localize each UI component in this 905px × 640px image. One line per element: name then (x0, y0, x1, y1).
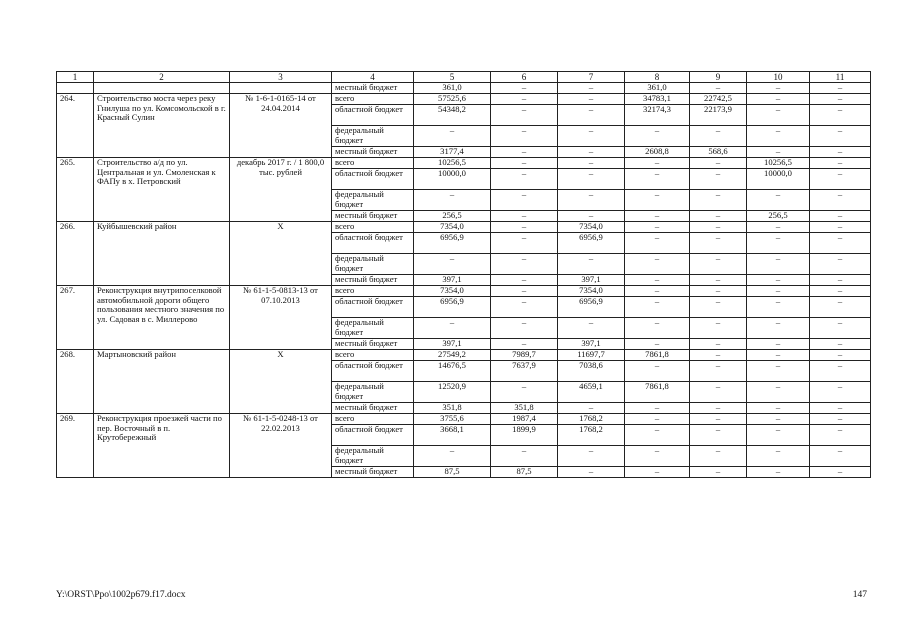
funding-source-label: федеральный бюджет (332, 190, 414, 211)
amount-cell: 361,0 (414, 83, 491, 94)
project-name: Строительство моста через реку Гнилуша по ул. Комсомольской в г. Красный Сулин (94, 94, 230, 158)
amount-cell: 6956,9 (414, 297, 491, 318)
amount-cell: – (491, 147, 558, 158)
amount-cell: 87,5 (491, 467, 558, 478)
funding-source-label: всего (332, 414, 414, 425)
amount-cell: – (558, 83, 625, 94)
funding-source-label: местный бюджет (332, 83, 414, 94)
amount-cell: – (491, 233, 558, 254)
funding-source-label: федеральный бюджет (332, 446, 414, 467)
amount-cell: – (690, 361, 747, 382)
amount-cell: – (625, 403, 690, 414)
amount-cell: 397,1 (558, 339, 625, 350)
column-number-header: 7 (558, 72, 625, 83)
amount-cell: – (558, 403, 625, 414)
amount-cell: – (690, 169, 747, 190)
amount-cell: – (491, 83, 558, 94)
amount-cell: – (625, 254, 690, 275)
amount-cell: – (690, 222, 747, 233)
amount-cell: 7354,0 (558, 286, 625, 297)
funding-source-label: местный бюджет (332, 147, 414, 158)
column-number-header: 10 (747, 72, 810, 83)
amount-cell: – (747, 190, 810, 211)
amount-cell: – (690, 211, 747, 222)
amount-cell: – (810, 105, 871, 126)
empty-cell (230, 83, 332, 94)
amount-cell: 6956,9 (558, 233, 625, 254)
amount-cell: – (690, 286, 747, 297)
amount-cell: – (491, 339, 558, 350)
amount-cell: – (747, 467, 810, 478)
amount-cell: 3755,6 (414, 414, 491, 425)
amount-cell: – (747, 339, 810, 350)
entry-number: 268. (57, 350, 94, 414)
amount-cell: – (690, 425, 747, 446)
amount-cell: – (690, 83, 747, 94)
page-number: 147 (852, 590, 867, 600)
amount-cell: – (810, 94, 871, 105)
amount-cell: – (810, 254, 871, 275)
table-row (57, 414, 871, 425)
column-number-header: 4 (332, 72, 414, 83)
amount-cell: 10000,0 (747, 169, 810, 190)
amount-cell: 1987,4 (491, 414, 558, 425)
amount-cell: – (747, 233, 810, 254)
amount-cell: – (491, 169, 558, 190)
amount-cell: – (810, 425, 871, 446)
amount-cell: – (491, 94, 558, 105)
amount-cell: 12520,9 (414, 382, 491, 403)
column-number-header: 3 (230, 72, 332, 83)
column-number-header: 9 (690, 72, 747, 83)
amount-cell: 7354,0 (558, 222, 625, 233)
amount-cell: – (747, 275, 810, 286)
entry-number: 265. (57, 158, 94, 222)
amount-cell: – (491, 190, 558, 211)
amount-cell: 1899,9 (491, 425, 558, 446)
project-name: Реконструкция проезжей части по пер. Восточный в п. Крутобережный (94, 414, 230, 478)
amount-cell: – (414, 254, 491, 275)
amount-cell: – (558, 158, 625, 169)
amount-cell: – (747, 350, 810, 361)
amount-cell: – (625, 467, 690, 478)
amount-cell: – (747, 414, 810, 425)
column-number-header: 6 (491, 72, 558, 83)
table-row (57, 222, 871, 233)
amount-cell: – (414, 190, 491, 211)
amount-cell: – (625, 446, 690, 467)
amount-cell: – (810, 446, 871, 467)
amount-cell: 6956,9 (558, 297, 625, 318)
amount-cell: 256,5 (414, 211, 491, 222)
amount-cell: – (625, 169, 690, 190)
amount-cell: 3668,1 (414, 425, 491, 446)
amount-cell: – (690, 126, 747, 147)
amount-cell: – (558, 169, 625, 190)
amount-cell: 32174,3 (625, 105, 690, 126)
amount-cell: – (491, 382, 558, 403)
amount-cell: – (810, 222, 871, 233)
amount-cell: – (747, 83, 810, 94)
funding-source-label: всего (332, 158, 414, 169)
amount-cell: – (690, 467, 747, 478)
funding-source-label: местный бюджет (332, 403, 414, 414)
amount-cell: – (625, 318, 690, 339)
entry-number: 269. (57, 414, 94, 478)
amount-cell: – (690, 446, 747, 467)
amount-cell: – (810, 339, 871, 350)
amount-cell: – (690, 297, 747, 318)
amount-cell: – (747, 286, 810, 297)
amount-cell: – (625, 211, 690, 222)
project-document: Х (230, 222, 332, 286)
funding-source-label: всего (332, 286, 414, 297)
table-row (57, 158, 871, 169)
amount-cell: – (625, 158, 690, 169)
amount-cell: – (414, 318, 491, 339)
amount-cell: – (558, 467, 625, 478)
amount-cell: 3177,4 (414, 147, 491, 158)
amount-cell: 1768,2 (558, 425, 625, 446)
amount-cell: – (747, 222, 810, 233)
amount-cell: 7354,0 (414, 222, 491, 233)
column-number-header: 5 (414, 72, 491, 83)
amount-cell: – (491, 446, 558, 467)
entry-number: 264. (57, 94, 94, 158)
amount-cell: – (625, 339, 690, 350)
amount-cell: – (558, 147, 625, 158)
amount-cell: – (558, 126, 625, 147)
amount-cell: – (747, 361, 810, 382)
amount-cell: – (690, 339, 747, 350)
amount-cell: – (558, 254, 625, 275)
table-row (57, 286, 871, 297)
amount-cell: – (747, 318, 810, 339)
funding-source-label: областной бюджет (332, 425, 414, 446)
amount-cell: – (810, 158, 871, 169)
amount-cell: 10256,5 (414, 158, 491, 169)
amount-cell: – (625, 126, 690, 147)
amount-cell: – (810, 83, 871, 94)
amount-cell: 7861,8 (625, 382, 690, 403)
amount-cell: – (810, 350, 871, 361)
funding-source-label: областной бюджет (332, 361, 414, 382)
amount-cell: – (810, 126, 871, 147)
amount-cell: 14676,5 (414, 361, 491, 382)
amount-cell: – (747, 403, 810, 414)
amount-cell: – (558, 190, 625, 211)
amount-cell: – (625, 361, 690, 382)
table-body (57, 72, 871, 478)
amount-cell: – (625, 222, 690, 233)
amount-cell: 10256,5 (747, 158, 810, 169)
amount-cell: – (747, 105, 810, 126)
amount-cell: – (690, 158, 747, 169)
amount-cell: 351,8 (491, 403, 558, 414)
amount-cell: 22742,5 (690, 94, 747, 105)
amount-cell: – (625, 297, 690, 318)
amount-cell: – (625, 275, 690, 286)
project-name: Куйбышевский район (94, 222, 230, 286)
amount-cell: – (558, 105, 625, 126)
amount-cell: – (690, 382, 747, 403)
amount-cell: – (747, 126, 810, 147)
amount-cell: 4659,1 (558, 382, 625, 403)
amount-cell: – (810, 275, 871, 286)
column-number-header: 1 (57, 72, 94, 83)
amount-cell: 1768,2 (558, 414, 625, 425)
column-number-header: 8 (625, 72, 690, 83)
amount-cell: – (747, 425, 810, 446)
amount-cell: – (491, 126, 558, 147)
amount-cell: – (558, 446, 625, 467)
amount-cell: 54348,2 (414, 105, 491, 126)
project-document: декабрь 2017 г. / 1 800,0 тыс. рублей (230, 158, 332, 222)
amount-cell: – (625, 190, 690, 211)
amount-cell: – (810, 211, 871, 222)
amount-cell: 351,8 (414, 403, 491, 414)
amount-cell: 22173,9 (690, 105, 747, 126)
amount-cell: – (625, 233, 690, 254)
amount-cell: – (491, 211, 558, 222)
amount-cell: – (810, 147, 871, 158)
funding-source-label: федеральный бюджет (332, 254, 414, 275)
funding-source-label: областной бюджет (332, 169, 414, 190)
amount-cell: 34783,1 (625, 94, 690, 105)
amount-cell: – (491, 158, 558, 169)
amount-cell: – (491, 297, 558, 318)
amount-cell: 256,5 (747, 211, 810, 222)
column-number-header: 11 (810, 72, 871, 83)
amount-cell: – (558, 94, 625, 105)
funding-source-label: федеральный бюджет (332, 126, 414, 147)
column-number-header: 2 (94, 72, 230, 83)
table-row (57, 350, 871, 361)
amount-cell: – (491, 254, 558, 275)
amount-cell: – (690, 350, 747, 361)
amount-cell: – (810, 233, 871, 254)
amount-cell: – (491, 275, 558, 286)
project-document: № 1-6-1-0165-14 от 24.04.2014 (230, 94, 332, 158)
amount-cell: – (810, 382, 871, 403)
project-name: Мартыновский район (94, 350, 230, 414)
continuation-row (57, 83, 871, 94)
entry-number: 267. (57, 286, 94, 350)
budget-table (56, 71, 871, 478)
amount-cell: 6956,9 (414, 233, 491, 254)
amount-cell: 361,0 (625, 83, 690, 94)
project-document: № 61-1-5-0248-13 от 22.02.2013 (230, 414, 332, 478)
amount-cell: – (690, 414, 747, 425)
amount-cell: – (690, 233, 747, 254)
amount-cell: – (690, 318, 747, 339)
amount-cell: – (690, 275, 747, 286)
amount-cell: – (690, 403, 747, 414)
funding-source-label: местный бюджет (332, 339, 414, 350)
amount-cell: 397,1 (414, 339, 491, 350)
project-name: Реконструкция внутрипоселковой автомобильной дороги общего пользования местного значения по ул. Садовая в с. Миллерово (94, 286, 230, 350)
amount-cell: – (810, 414, 871, 425)
funding-source-label: всего (332, 94, 414, 105)
amount-cell: – (491, 105, 558, 126)
amount-cell: 57525,6 (414, 94, 491, 105)
amount-cell: – (747, 94, 810, 105)
amount-cell: – (810, 169, 871, 190)
amount-cell: – (810, 190, 871, 211)
amount-cell: – (810, 318, 871, 339)
amount-cell: 397,1 (414, 275, 491, 286)
amount-cell: 7637,9 (491, 361, 558, 382)
table-row (57, 94, 871, 105)
funding-source-label: местный бюджет (332, 211, 414, 222)
amount-cell: – (810, 286, 871, 297)
amount-cell: 7989,7 (491, 350, 558, 361)
amount-cell: 11697,7 (558, 350, 625, 361)
amount-cell: 7038,6 (558, 361, 625, 382)
empty-cell (57, 83, 94, 94)
funding-source-label: федеральный бюджет (332, 382, 414, 403)
amount-cell: 27549,2 (414, 350, 491, 361)
amount-cell: 7861,8 (625, 350, 690, 361)
amount-cell: – (810, 403, 871, 414)
amount-cell: – (491, 318, 558, 339)
amount-cell: – (491, 286, 558, 297)
amount-cell: – (690, 254, 747, 275)
project-name: Строительство а/д по ул. Центральная и ул. Смоленская к ФАПу в х. Петровский (94, 158, 230, 222)
amount-cell: 87,5 (414, 467, 491, 478)
footer-file-path: Y:\ORST\Ppo\1002p679.f17.docx (56, 590, 186, 600)
funding-source-label: всего (332, 222, 414, 233)
funding-source-label: областной бюджет (332, 233, 414, 254)
funding-source-label: местный бюджет (332, 467, 414, 478)
amount-cell: – (414, 446, 491, 467)
amount-cell: – (747, 446, 810, 467)
funding-source-label: областной бюджет (332, 297, 414, 318)
funding-source-label: областной бюджет (332, 105, 414, 126)
entry-number: 266. (57, 222, 94, 286)
amount-cell: – (747, 297, 810, 318)
amount-cell: 397,1 (558, 275, 625, 286)
project-document: № 61-1-5-0813-13 от 07.10.2013 (230, 286, 332, 350)
funding-source-label: всего (332, 350, 414, 361)
amount-cell: – (625, 425, 690, 446)
amount-cell: – (491, 222, 558, 233)
funding-source-label: федеральный бюджет (332, 318, 414, 339)
amount-cell: 568,6 (690, 147, 747, 158)
amount-cell: – (690, 190, 747, 211)
amount-cell: – (414, 126, 491, 147)
amount-cell: – (747, 254, 810, 275)
amount-cell: – (810, 297, 871, 318)
amount-cell: – (625, 414, 690, 425)
amount-cell: 2608,8 (625, 147, 690, 158)
project-document: Х (230, 350, 332, 414)
amount-cell: – (558, 211, 625, 222)
funding-source-label: местный бюджет (332, 275, 414, 286)
amount-cell: 10000,0 (414, 169, 491, 190)
amount-cell: – (810, 361, 871, 382)
empty-cell (94, 83, 230, 94)
amount-cell: – (558, 318, 625, 339)
amount-cell: – (810, 467, 871, 478)
column-number-header-row (57, 72, 871, 83)
amount-cell: – (747, 382, 810, 403)
amount-cell: – (747, 147, 810, 158)
amount-cell: – (625, 286, 690, 297)
amount-cell: 7354,0 (414, 286, 491, 297)
